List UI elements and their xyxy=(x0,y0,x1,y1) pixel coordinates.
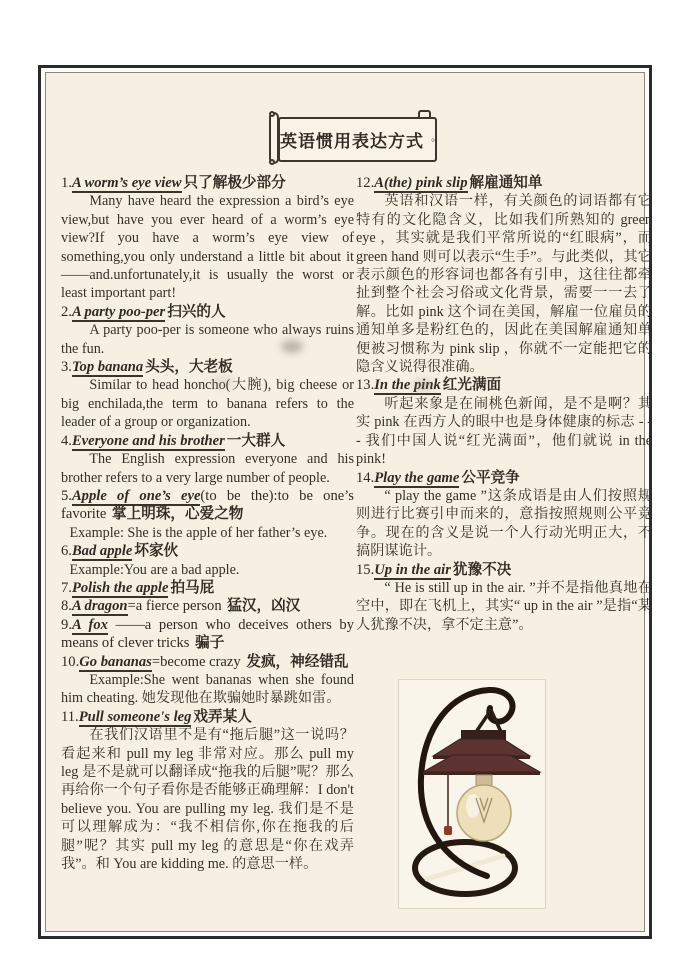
idiom-paragraph: Example: She is the apple of her father’s eye. xyxy=(69,524,328,541)
idiom-number: 13. xyxy=(356,377,375,394)
idiom-chinese: 头头，大老板 xyxy=(145,359,233,376)
idiom-number: 15. xyxy=(356,561,375,578)
idiom-number: 1. xyxy=(61,175,72,191)
idiom-number: 3. xyxy=(61,359,72,376)
idiom-chinese: 拍马屁 xyxy=(170,579,215,596)
idiom-paragraph: 听起来象是在闹桃色新闻，是不是啊？其实 pink 在西方人的眼中也是身体健康的标志 - - - 我们中国人说“红光满面”，他们就说 in the pink! xyxy=(356,395,652,468)
idiom-heading xyxy=(356,469,652,487)
title-banner-box xyxy=(278,117,437,162)
idiom-item xyxy=(61,616,354,653)
idiom-heading xyxy=(61,487,354,524)
lantern-lamp-illustration xyxy=(399,680,545,908)
idiom-item xyxy=(356,469,652,561)
idiom-number: 9. xyxy=(61,616,72,633)
idiom-number: 4. xyxy=(61,432,72,449)
idiom-heading xyxy=(61,653,354,671)
idiom-number: 11. xyxy=(61,708,79,725)
idiom-english: Everyone and his brother xyxy=(71,432,225,449)
page-number: 1 xyxy=(432,139,434,142)
idiom-heading xyxy=(356,561,652,579)
idiom-number: 5. xyxy=(61,487,72,504)
left-column xyxy=(61,174,354,873)
idiom-english: In the pink xyxy=(374,377,441,394)
idiom-heading xyxy=(61,597,354,615)
idiom-english: Polish the apple xyxy=(71,579,169,596)
idiom-item xyxy=(356,376,652,468)
idiom-english: A party poo-per xyxy=(71,303,166,320)
idiom-item xyxy=(61,487,354,542)
idiom-chinese: 犹豫不决 xyxy=(452,561,512,578)
idiom-item xyxy=(61,597,354,615)
idiom-chinese: 坏家伙 xyxy=(134,543,179,560)
lantern-photo xyxy=(399,680,545,908)
idiom-english: A(the) pink slip xyxy=(374,175,468,191)
idiom-chinese: 戏弄某人 xyxy=(193,708,252,725)
idiom-chinese: 猛汉，凶汉 xyxy=(227,598,301,615)
scroll-curl-icon xyxy=(269,159,275,165)
idiom-chinese: 发疯，神经错乱 xyxy=(246,653,349,670)
idiom-chinese: 红光满面 xyxy=(442,377,502,394)
idiom-number: 8. xyxy=(61,598,72,615)
idiom-heading xyxy=(61,616,354,653)
idiom-paragraph: A party poo-per is someone who always ruins the fun. xyxy=(61,322,354,357)
idiom-english-extra: ——a person who deceives others by means of clever tricks xyxy=(61,616,355,652)
scroll-curl-icon xyxy=(269,111,275,117)
idiom-english-extra: =become crazy xyxy=(151,653,245,670)
idiom-english: Top banana xyxy=(71,359,144,376)
idiom-paragraph: “ He is still up in the air. ”并不是指他真地在空中，即在飞机上，其实“ up in the air ”是指“某人犹豫不决，拿不定主意”。 xyxy=(356,579,652,633)
idiom-paragraph: Similar to head honcho(大腕), big cheese or big enchilada,the term to banana refers to the leader of a group or organization. xyxy=(61,377,354,431)
idiom-english-extra: (to be the):to be one’s favorite xyxy=(61,487,354,523)
idiom-item xyxy=(61,542,354,579)
idiom-item xyxy=(61,579,354,597)
idiom-item xyxy=(61,653,354,708)
idiom-english: A worm’s eye view xyxy=(71,175,182,191)
idiom-paragraph: 在我们汉语里不是有“拖后腿”这一说吗？看起来和 pull my leg 非常对应。那么 pull my leg 是不是就可以翻译成“拖我的后腿”呢？那么再给你一个句子看你是否能够正确理解：I don't believe you. You are pulling my leg. 我们是不是可以理解成为：“我不相信你,你在拖我的后腿”呢？其实 pull my leg 的意思是“你在戏弄我”。和 You are kidding me. 的意思一样。 xyxy=(61,727,354,873)
idiom-paragraph: “ play the game ”这条成语是由人们按照规则进行比赛引申而来的，意指按照规则公平竞争。现在的含义是说一个人行动光明正大，不搞阴谋诡计。 xyxy=(356,487,652,560)
idiom-heading xyxy=(356,376,652,394)
idiom-chinese: 掌上明珠，心爱之物 xyxy=(112,506,244,523)
idiom-item xyxy=(356,174,652,376)
idiom-english: Bad apple xyxy=(71,543,133,560)
idiom-heading xyxy=(61,358,354,376)
idiom-paragraph: 英语和汉语一样，有关颜色的词语都有它特有的文化隐含义，比如我们所熟知的 green eye ，其实就是我们平常所说的“红眼病”，而 green hand 则可以表示“生手”。与此类似，其它表示颜色的形容词也都各有引申，这往往都牵扯到整个社会习俗或文化背景，需要一一去了解。比如 pink 这个词在美国，解雇一位雇员的通知单多是粉红色的，因此在美国解雇通知单便被习惯称为 pink slip ，你就不一定能把它的隐含义说得很准确。 xyxy=(356,193,652,376)
page-number-diamond-icon xyxy=(431,124,435,156)
idiom-heading xyxy=(61,303,354,321)
idiom-english: Go bananas xyxy=(79,653,152,670)
idiom-item xyxy=(61,708,354,874)
idiom-paragraph: The English expression everyone and his brother refers to a very large number of people. xyxy=(61,451,354,486)
idiom-heading xyxy=(61,708,354,726)
idiom-item xyxy=(61,432,354,487)
right-column xyxy=(356,174,652,634)
idiom-heading xyxy=(61,432,354,450)
idiom-number: 10. xyxy=(61,653,80,670)
idiom-english: A fox xyxy=(71,616,108,633)
idiom-english: Apple of one’s eye xyxy=(71,487,201,504)
idiom-english-extra: =a fierce person xyxy=(127,598,226,615)
idiom-heading xyxy=(61,579,354,597)
document-page xyxy=(38,65,652,939)
page-title: 英语惯用表达方式 xyxy=(280,132,424,151)
idiom-paragraph: Example:You are a bad apple. xyxy=(69,561,240,578)
idiom-chinese: 一大群人 xyxy=(226,432,286,449)
idiom-paragraph: Many have heard the expression a bird’s eye view,but have you ever heard of a worm’s eye view?If you have a worm’s eye view of something,you only understand a little bit about it——and.unfortunately,it is usually the worst or least important part! xyxy=(61,193,354,302)
idiom-chinese: 骗子 xyxy=(195,635,225,652)
idiom-number: 7. xyxy=(61,579,72,596)
idiom-chinese: 公平竞争 xyxy=(461,469,520,486)
idiom-number: 2. xyxy=(61,303,72,320)
idiom-chinese: 只了解极少部分 xyxy=(183,175,286,191)
idiom-item xyxy=(61,174,354,303)
idiom-number: 6. xyxy=(61,543,72,560)
idiom-english: A dragon xyxy=(71,598,128,615)
idiom-number: 12. xyxy=(356,175,375,191)
idiom-number: 14. xyxy=(356,469,375,486)
idiom-chinese: 扫兴的人 xyxy=(167,303,226,320)
idiom-english: Up in the air xyxy=(374,561,451,578)
idiom-item xyxy=(61,303,354,358)
title-banner xyxy=(269,112,439,164)
idiom-heading xyxy=(356,174,652,192)
idiom-item xyxy=(61,358,354,432)
idiom-paragraph: Example:She went bananas when she found him cheating. 她发现他在欺骗她时暴跳如雷。 xyxy=(61,671,354,707)
idiom-item xyxy=(356,561,652,635)
idiom-chinese: 解雇通知单 xyxy=(469,175,543,191)
idiom-heading xyxy=(61,174,354,192)
idiom-heading xyxy=(61,542,354,560)
idiom-english: Play the game xyxy=(374,469,460,486)
idiom-english: Pull someone's leg xyxy=(78,708,192,725)
